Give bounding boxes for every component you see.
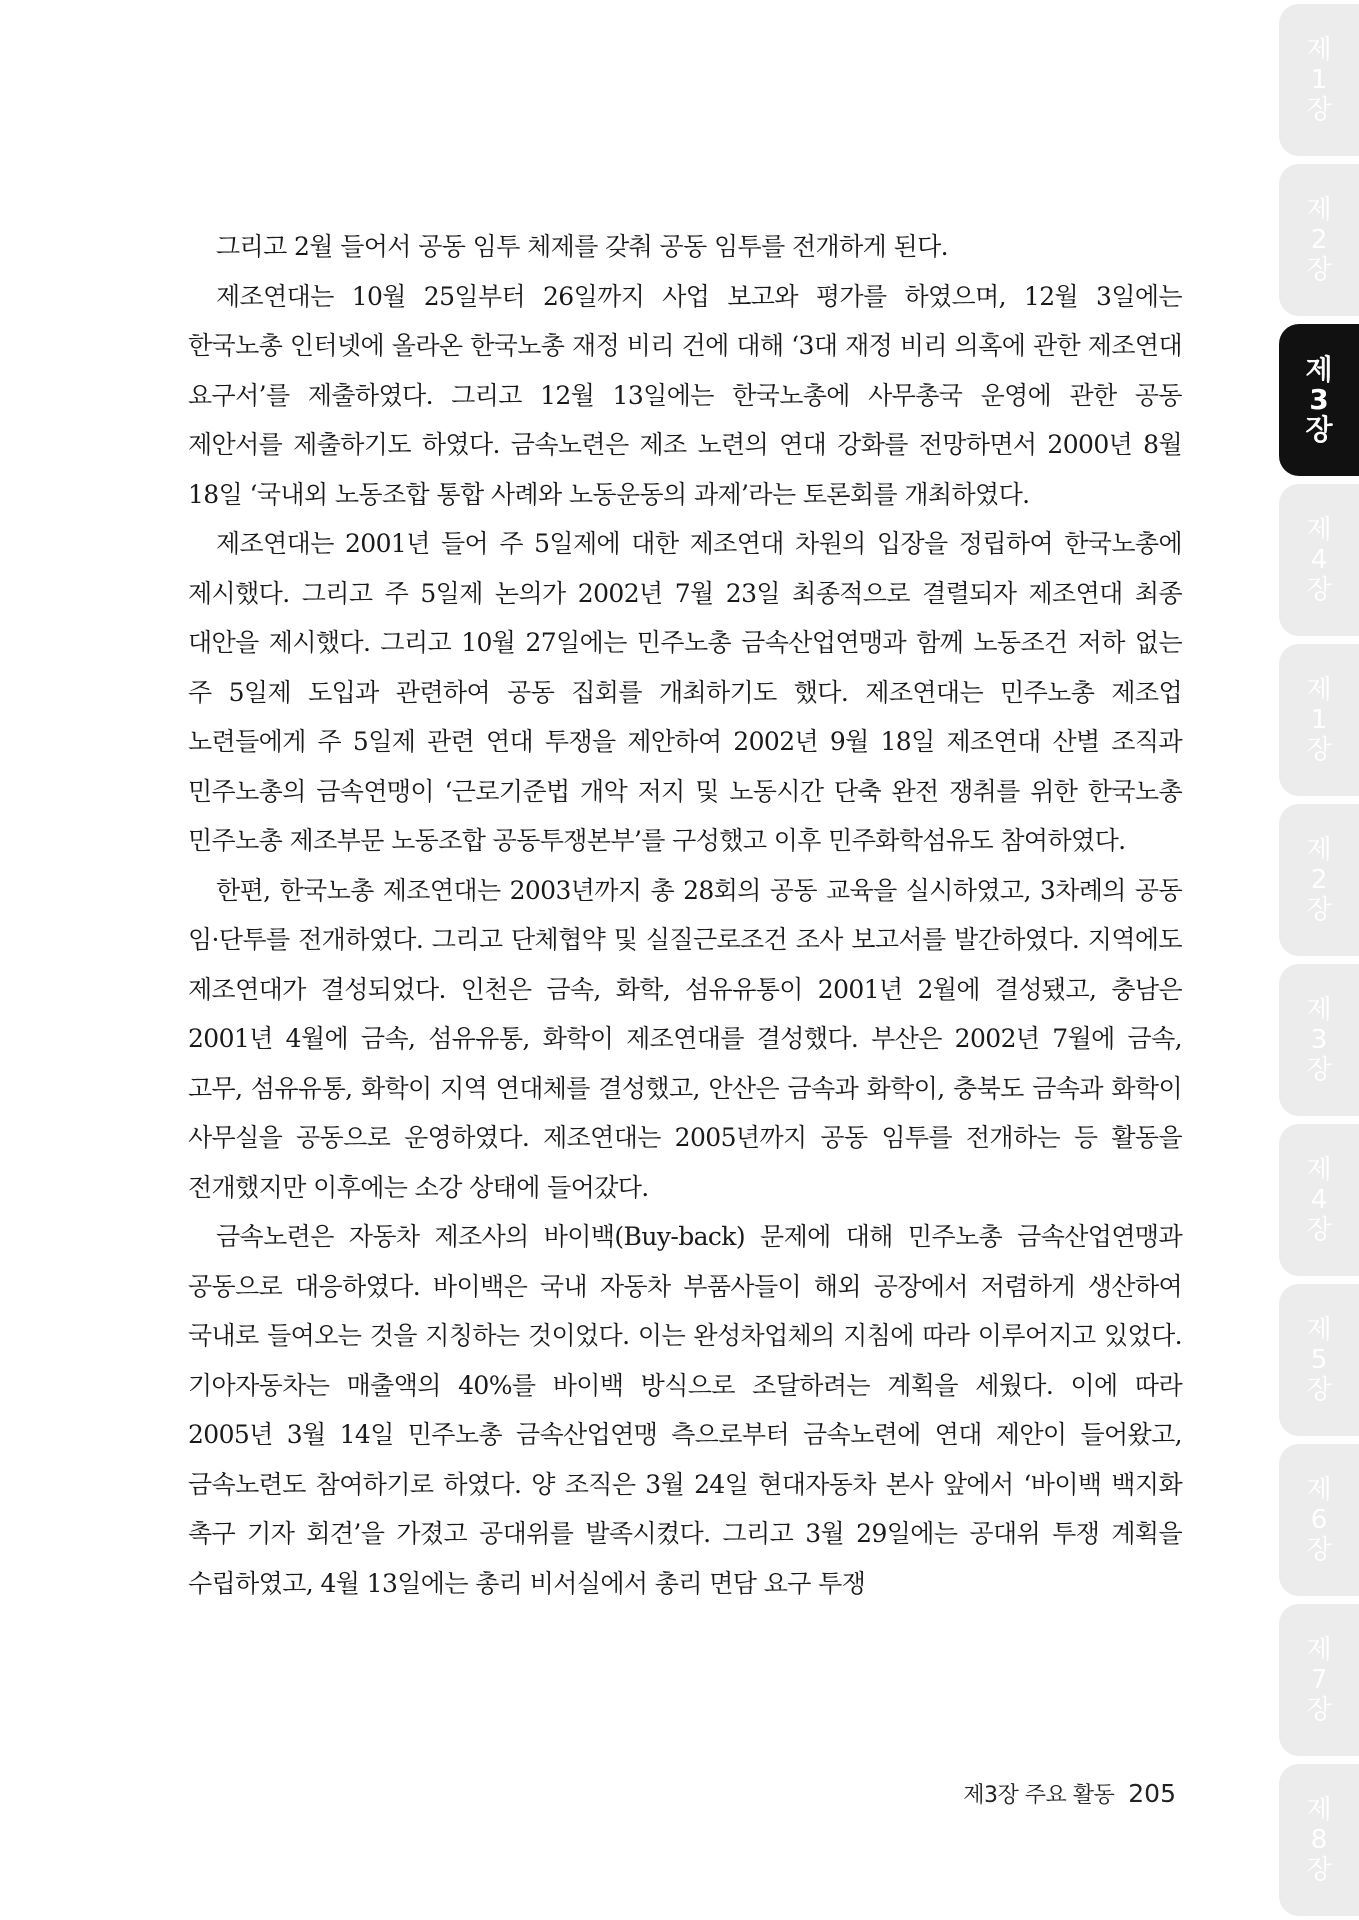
chapter-tab-number: 3 (1310, 1025, 1328, 1055)
chapter-tab-suffix: 장 (1306, 95, 1332, 125)
chapter-tab-part2-1[interactable] (1279, 644, 1359, 796)
chapter-tab-2[interactable] (1279, 164, 1359, 316)
chapter-tab-suffix: 장 (1306, 1055, 1332, 1085)
chapter-tab-suffix: 장 (1306, 735, 1332, 765)
running-footer-chapter: 제3장 주요 활동 (963, 1783, 1115, 1808)
chapter-tab-prefix: 제 (1306, 1795, 1332, 1825)
body-text (188, 222, 1182, 1608)
paragraph: 제조연대는 10월 25일부터 26일까지 사업 보고와 평가를 하였으며, 12월 3일에는 한국노총 인터넷에 올라온 한국노총 재정 비리 건에 대해 ‘3대 재정 비리 의혹에 관한 제조연대 요구서’를 제출하였다. 그리고 12월 13일에는 한국노총에 사무총국 운영에 관한 공동 제안서를 제출하기도 하였다. 금속노련은 제조 노련의 연대 강화를 전망하면서 2000년 8월 18일 ‘국내외 노동조합 통합 사례와 노동운동의 과제’라는 토론회를 개최하였다. (188, 281, 1182, 509)
chapter-tab-number: 1 (1310, 705, 1328, 735)
chapter-tab-suffix: 장 (1306, 1215, 1332, 1245)
chapter-tab-part2-3[interactable] (1279, 964, 1359, 1116)
chapter-tab-part2-6[interactable] (1279, 1444, 1359, 1596)
chapter-tab-prefix: 제 (1306, 35, 1332, 65)
chapter-tab-suffix: 장 (1306, 895, 1332, 925)
chapter-tab-number: 5 (1310, 1345, 1328, 1375)
chapter-tab-suffix: 장 (1306, 255, 1332, 285)
chapter-tab-prefix: 제 (1306, 1155, 1332, 1185)
chapter-tab-part2-7[interactable] (1279, 1604, 1359, 1756)
paragraph: 제조연대는 2001년 들어 주 5일제에 대한 제조연대 차원의 입장을 정립하여 한국노총에 제시했다. 그리고 주 5일제 논의가 2002년 7월 23일 최종적으로 결렬되자 제조연대 최종 대안을 제시했다. 그리고 10월 27일에는 민주노총 금속산업연맹과 함께 노동조건 저하 없는 주 5일제 도입과 관련하여 공동 집회를 개최하기도 했다. 제조연대는 민주노총 제조업 노련들에게 주 5일제 관련 연대 투쟁을 제안하여 2002년 9월 18일 제조연대 산별 조직과 민주노총의 금속연맹이 ‘근로기준법 개악 저지 및 노동시간 단축 완전 쟁취를 위한 한국노총 민주노총 제조부문 노동조합 공동투쟁본부’를 구성했고 이후 민주화학섬유도 참여하였다. (188, 529, 1182, 855)
page-number: 205 (1128, 1779, 1176, 1808)
chapter-tab-number: 2 (1310, 865, 1328, 895)
chapter-tab-number: 4 (1310, 545, 1328, 575)
chapter-tabs (1279, 0, 1359, 1920)
chapter-tab-suffix: 장 (1306, 1695, 1332, 1725)
chapter-tab-prefix: 제 (1306, 515, 1332, 545)
page-footer (963, 1778, 1176, 1809)
chapter-tab-suffix: 장 (1306, 1855, 1332, 1885)
chapter-tab-part2-4[interactable] (1279, 1124, 1359, 1276)
chapter-tab-number: 8 (1310, 1825, 1328, 1855)
chapter-tab-number: 2 (1310, 225, 1328, 255)
paragraph: 그리고 2월 들어서 공동 임투 체제를 갖춰 공동 임투를 전개하게 된다. (216, 232, 948, 261)
chapter-tab-number: 1 (1310, 65, 1328, 95)
chapter-tab-suffix: 장 (1306, 1535, 1332, 1565)
chapter-tab-4[interactable] (1279, 484, 1359, 636)
chapter-tab-suffix: 장 (1305, 413, 1333, 446)
paragraph: 한편, 한국노총 제조연대는 2003년까지 총 28회의 공동 교육을 실시하였고, 3차례의 공동 임·단투를 전개하였다. 그리고 단체협약 및 실질근로조건 조사 보고서를 발간하였다. 지역에도 제조연대가 결성되었다. 인천은 금속, 화학, 섬유유통이 2001년 2월에 결성됐고, 충남은 2001년 4월에 금속, 섬유유통, 화학이 제조연대를 결성했다. 부산은 2002년 7월에 금속, 고무, 섬유유통, 화학이 지역 연대체를 결성했고, 안산은 금속과 화학이, 충북도 금속과 화학이 사무실을 공동으로 운영하였다. 제조연대는 2005년까지 공동 임투를 전개하는 등 활동을 전개했지만 이후에는 소강 상태에 들어갔다. (188, 875, 1182, 1202)
chapter-tab-prefix: 제 (1306, 1635, 1332, 1665)
chapter-tab-1[interactable] (1279, 4, 1359, 156)
paragraph: 금속노련은 자동차 제조사의 바이백(Buy-back) 문제에 대해 민주노총 금속산업연맹과 공동으로 대응하였다. 바이백은 국내 자동차 부품사들이 해외 공장에서 저렴하게 생산하여 국내로 들여오는 것을 지칭하는 것이었다. 이는 완성차업체의 지침에 따라 이루어지고 있었다. 기아자동차는 매출액의 40%를 바이백 방식으로 조달하려는 계획을 세웠다. 이에 따라 2005년 3월 14일 민주노총 금속산업연맹 측으로부터 금속노련에 연대 제안이 들어왔고, 금속노련도 참여하기로 하였다. 양 조직은 3월 24일 현대자동차 본사 앞에서 ‘바이백 백지화 촉구 기자 회견’을 가졌고 공대위를 발족시켰다. 그리고 3월 29일에는 공대위 투쟁 계획을 수립하였고, 4월 13일에는 총리 비서실에서 총리 면담 요구 투쟁 (188, 1222, 1182, 1598)
chapter-tab-prefix: 제 (1306, 1315, 1332, 1345)
chapter-tab-suffix: 장 (1306, 1375, 1332, 1405)
chapter-tab-number: 7 (1310, 1665, 1328, 1695)
chapter-tab-number: 3 (1309, 383, 1329, 416)
chapter-tab-part2-8[interactable] (1279, 1764, 1359, 1916)
chapter-tab-prefix: 제 (1306, 835, 1332, 865)
chapter-tab-prefix: 제 (1305, 353, 1333, 386)
chapter-tab-prefix: 제 (1306, 195, 1332, 225)
chapter-tab-number: 4 (1310, 1185, 1328, 1215)
chapter-tab-part2-5[interactable] (1279, 1284, 1359, 1436)
chapter-tab-suffix: 장 (1306, 575, 1332, 605)
chapter-tab-prefix: 제 (1306, 995, 1332, 1025)
chapter-tab-part2-2[interactable] (1279, 804, 1359, 956)
chapter-tab-3-active[interactable] (1279, 324, 1359, 476)
chapter-tab-prefix: 제 (1306, 1475, 1332, 1505)
chapter-tab-number: 6 (1310, 1505, 1328, 1535)
chapter-tab-prefix: 제 (1306, 675, 1332, 705)
